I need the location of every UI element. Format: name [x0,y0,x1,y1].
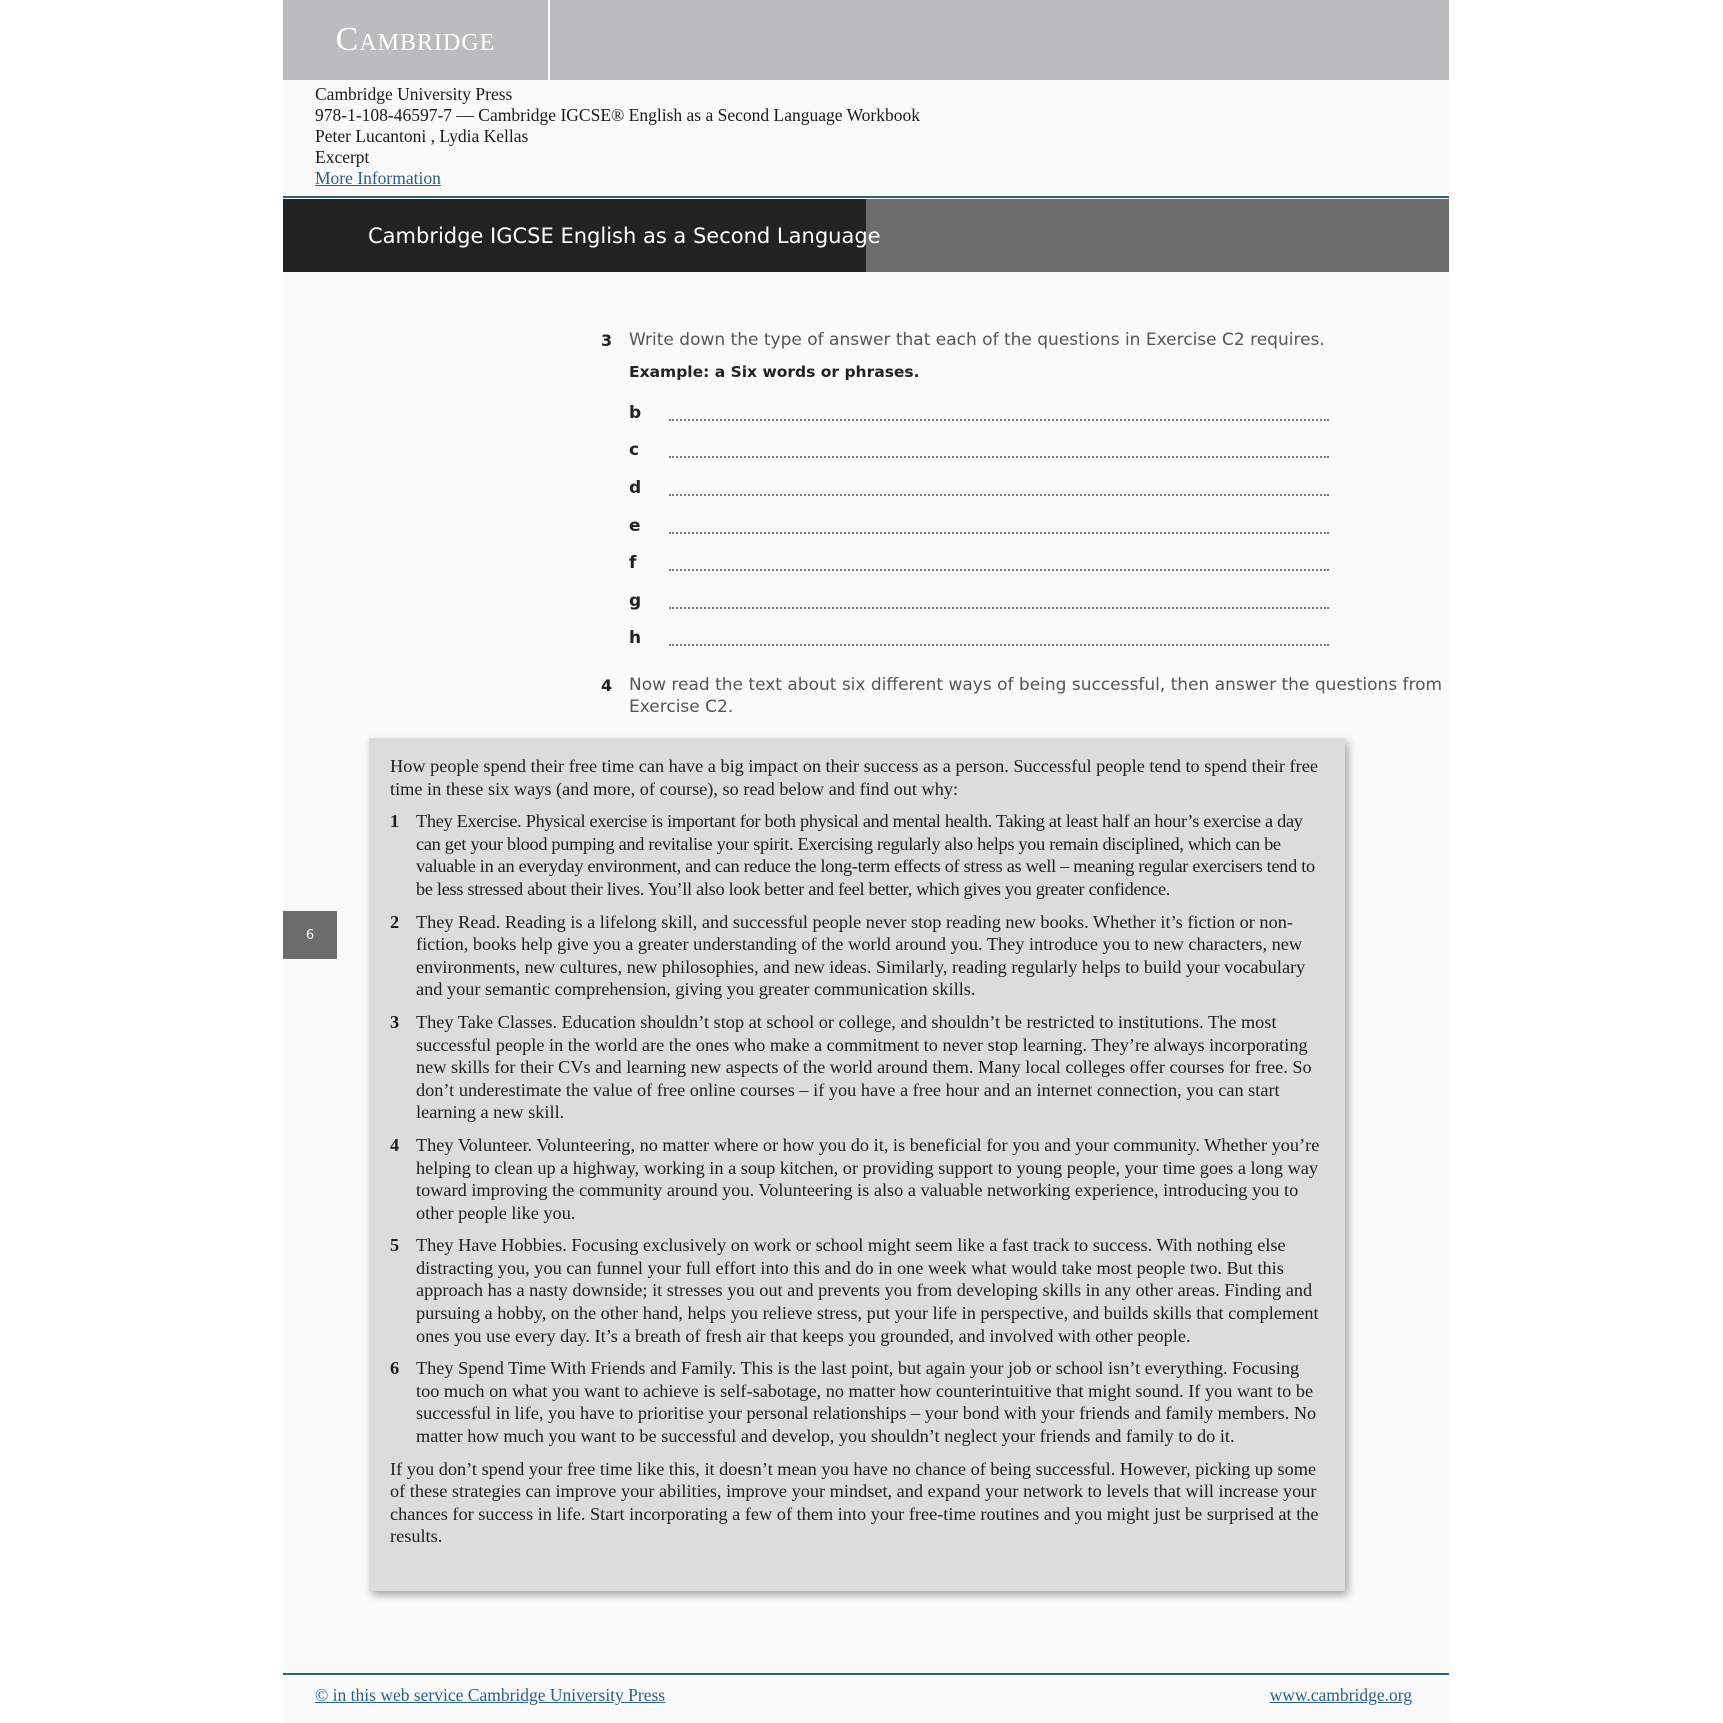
answer-letter: b [629,403,642,423]
website-link[interactable]: www.cambridge.org [1269,1685,1412,1705]
cambridge-logo: Cambridge [283,0,550,80]
list-item-number: 1 [390,811,399,832]
reading-intro: How people spend their free time can have a big impact on their success as a person. Successful people tend to spend their free time in these six ways (and more, of course), so read below and find out why: [390,756,1318,799]
reading-text-box [369,738,1345,1591]
book-title-bar [283,199,1449,272]
list-item [390,1357,1325,1447]
list-item-number: 3 [390,1011,400,1032]
answer-row-f[interactable] [629,553,1329,575]
list-item [390,1134,1325,1224]
answer-line[interactable] [669,532,1329,534]
more-information-link[interactable]: More Information [315,168,441,188]
answer-line[interactable] [669,644,1329,646]
reading-outro: If you don’t spend your free time like this, it doesn’t mean you have no chance of being successful. However, picking up some of these strategies can improve your abilities, improve your mindset, and expand your network to levels that will increase your chances for success in life. Start incorporating a few of them into your free-time routines and you might just be surprised at the results. [390,1458,1319,1547]
answer-letter: c [629,440,640,460]
answer-line[interactable] [669,456,1329,458]
exercise-4-instruction-line1: Now read the text about six different ways of being successful, then answer the questions from [629,675,1443,695]
answer-row-c[interactable] [629,440,1329,462]
answer-line[interactable] [669,494,1329,496]
answer-letter: g [629,591,642,611]
publisher-name: Cambridge University Press [315,84,513,104]
footer-divider [283,1673,1449,1675]
exercise-4-instruction-line2: Exercise C2. [629,697,734,717]
answer-letter: d [629,478,642,498]
list-item-text: They Have Hobbies. Focusing exclusively on work or school might seem like a fast track to success. With nothing else distracting you, you can funnel your full effort into this and do in one week what would take most people two. But this approach has a nasty downside; it stresses you out and prevents you from developing skills in any other areas. Finding and pursuing a hobby, on the other hand, helps you relieve stress, put your life in perspective, and builds skills that complement ones you use every day. It’s a breath of fresh air that keeps you grounded, and involved with other people. [416,1235,1319,1346]
list-item-text: They Exercise. Physical exercise is important for both physical and mental health. Taking at least half an hour’s exercise a day can get your blood pumping and revitalise your spirit. Exercising regularly also helps you remain disciplined, which can be valuable in an everyday environment, and can reduce the long-term effects of stress as well – meaning regular exercisers tend to be less stressed about their lives. You’ll also look better and feel better, which gives you greater confidence. [416,811,1315,899]
answer-row-b[interactable] [629,403,1329,425]
list-item [390,1234,1325,1347]
list-item-number: 6 [390,1358,400,1379]
answer-row-g[interactable] [629,591,1329,613]
workbook-page [283,0,1449,1723]
answer-row-e[interactable] [629,516,1329,538]
list-item [390,911,1325,1001]
answer-letter: f [629,553,637,573]
answer-line[interactable] [669,419,1329,421]
list-item-text: They Volunteer. Volunteering, no matter where or how you do it, is beneficial for you and your community. Whether you’re helping to clean up a highway, working in a soup kitchen, or providing support to young people, your time goes a long way toward improving the community around you. Volunteering is also a valuable networking experience, introducing you to other people like you. [416,1134,1320,1223]
answer-row-d[interactable] [629,478,1329,500]
book-title: Cambridge IGCSE English as a Second Language [368,223,881,248]
answer-letter: h [629,628,642,648]
list-item-number: 5 [390,1235,400,1256]
exercise-3-number: 3 [601,331,613,350]
exercise-3-instruction: Write down the type of answer that each of the questions in Exercise C2 requires. [629,330,1325,350]
copyright-link[interactable]: © in this web service Cambridge University Press [315,1685,666,1705]
isbn-title: 978-1-108-46597-7 — Cambridge IGCSE® English as a Second Language Workbook [315,105,921,125]
answer-letter: e [629,516,641,536]
exercise-4-instruction [629,674,1442,718]
page-number-tab: 6 [283,911,337,959]
authors: Peter Lucantoni , Lydia Kellas [315,126,529,146]
brand-header-bar [283,0,1449,80]
book-metadata [315,84,920,189]
header-divider [283,196,1449,198]
excerpt-label: Excerpt [315,147,370,167]
list-item-number: 4 [390,1134,400,1155]
list-item [390,1011,1325,1124]
answer-line[interactable] [669,569,1329,571]
list-item [390,810,1325,900]
list-item-text: They Take Classes. Education shouldn’t stop at school or college, and shouldn’t be restricted to institutions. The most successful people in the world are the ones who make a commitment to never stop learning. They’re always incorporating new skills for their CVs and learning new aspects of the world around them. Many local colleges offer courses for free. So don’t underestimate the value of free online courses – if you have a free hour and an internet connection, you can start learning a new skill. [416,1011,1312,1123]
answer-row-h[interactable] [629,628,1329,650]
exercise-4-number: 4 [601,676,613,695]
list-item-text: They Spend Time With Friends and Family. This is the last point, but again your job or school isn’t everything. Focusing too much on what you want to achieve is self-sabotage, no matter how counterintuitive that might sound. If you want to be successful in life, you have to prioritise your personal relationships – your bond with your friends and family members. No matter how much you want to be successful and develop, you shouldn’t neglect your friends and family to do it. [416,1358,1317,1447]
answer-line[interactable] [669,607,1329,609]
exercise-3-example: Example: a Six words or phrases. [629,363,920,381]
list-item-text: They Read. Reading is a lifelong skill, and successful people never stop reading new books. Whether it’s fiction or non-fiction, books help give you a greater understanding of the world around you. They introduce you to new characters, new environments, new cultures, new philosophies, and new ideas. Similarly, reading regularly helps to build your vocabulary and your semantic comprehension, giving you greater communication skills. [416,911,1306,1000]
list-item-number: 2 [390,911,400,932]
